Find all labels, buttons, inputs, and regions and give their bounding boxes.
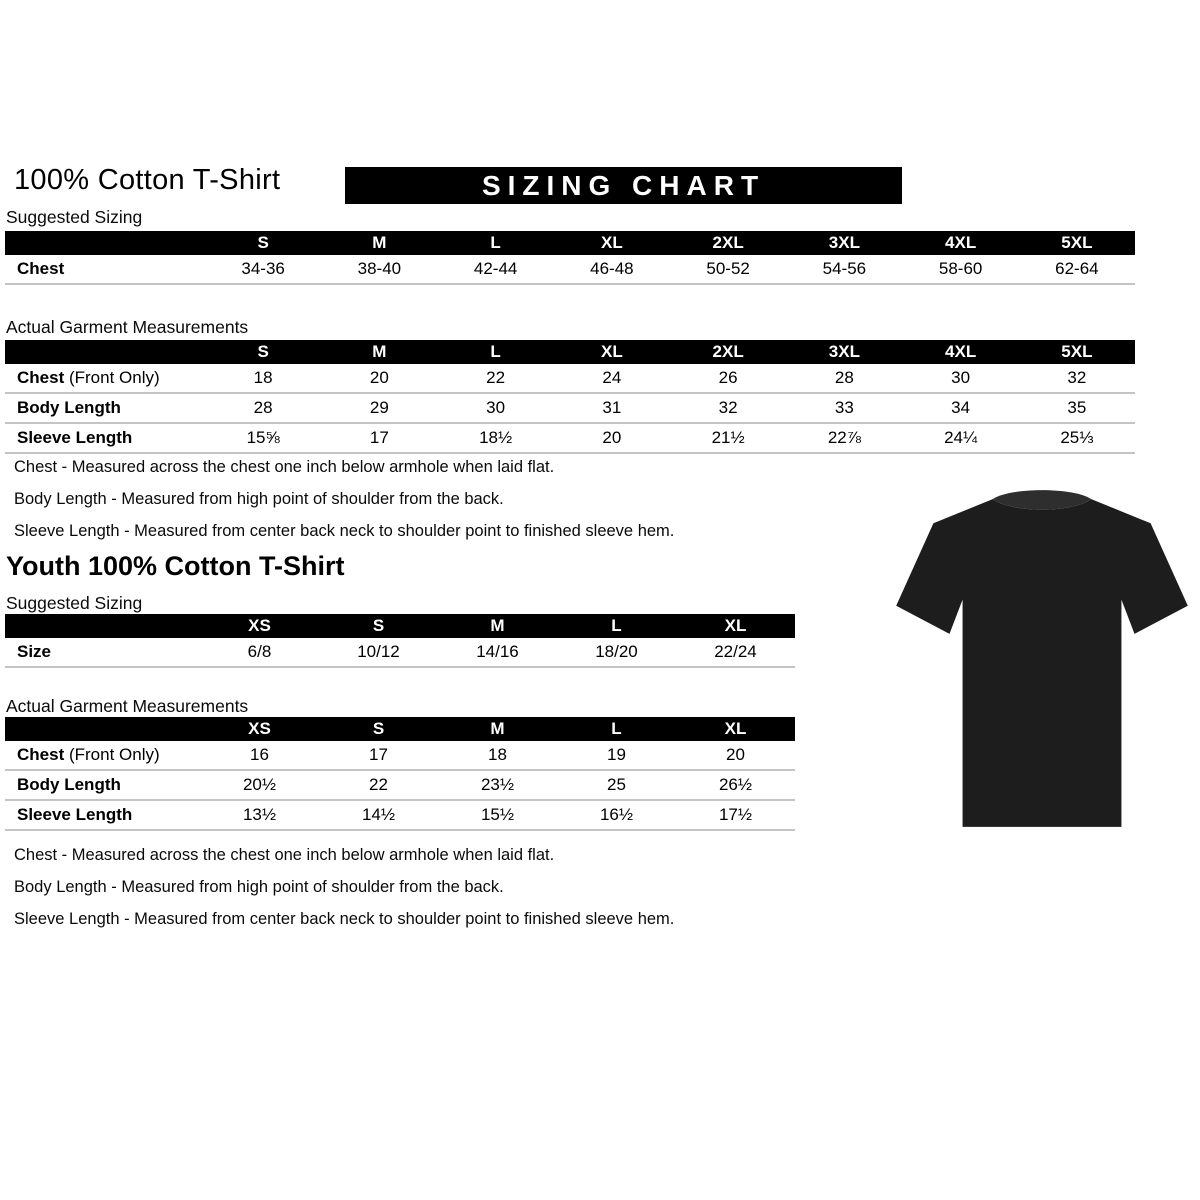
note-chest: Chest - Measured across the chest one inch below armhole when laid flat. [14, 846, 555, 864]
size-column-header: S [372, 616, 385, 635]
size-column-header: 4XL [945, 233, 977, 252]
page-title: 100% Cotton T-Shirt [14, 164, 281, 196]
table-row [5, 801, 795, 831]
measurement-cell: 15½ [480, 805, 515, 824]
adult-suggested-sizing-table [5, 231, 1135, 285]
row-label: Chest [17, 259, 65, 278]
measurement-cell: 58-60 [938, 259, 983, 278]
measurement-cell: 15⅝ [246, 428, 280, 447]
note-sleeve-length: Sleeve Length - Measured from center back neck to shoulder point to finished sleeve hem. [14, 522, 675, 540]
measurement-cell: 24 [602, 368, 622, 387]
measurement-cell: 21½ [711, 428, 745, 447]
size-column-header: XL [601, 233, 623, 252]
table-header-row [5, 231, 1135, 255]
table-row [5, 638, 795, 668]
measurement-cell: 22⅞ [827, 428, 861, 447]
measurement-cell: 50-52 [706, 259, 750, 278]
measurement-cell: 25⅓ [1060, 428, 1094, 447]
measurement-cell: 6/8 [247, 642, 272, 661]
measurement-cell: 42-44 [473, 259, 518, 278]
size-column-header: XL [601, 342, 623, 361]
note-chest: Chest - Measured across the chest one inch below armhole when laid flat. [14, 458, 555, 476]
row-label: Chest (Front Only) [17, 368, 160, 387]
size-column-header: 3XL [828, 342, 860, 361]
measurement-cell: 18 [488, 745, 507, 764]
measurement-cell: 28 [253, 398, 273, 417]
measurement-cell: 33 [834, 398, 854, 417]
size-column-header: 5XL [1061, 342, 1093, 361]
row-label: Sleeve Length [17, 805, 133, 824]
measurement-cell: 31 [602, 398, 622, 417]
measurement-cell: 20 [602, 428, 622, 447]
measurement-cell: 18 [253, 368, 273, 387]
youth-actual-measurements-table [5, 717, 795, 831]
measurement-cell: 17 [369, 745, 388, 764]
size-column-header: S [257, 233, 269, 252]
size-column-header: M [490, 719, 505, 738]
measurement-cell: 20½ [242, 775, 277, 794]
measurement-cell: 22 [486, 368, 506, 387]
measurement-cell: 18½ [479, 428, 513, 447]
table-row [5, 741, 795, 771]
measurement-cell: 17½ [718, 805, 753, 824]
size-column-header: M [372, 342, 387, 361]
measurement-cell: 20 [369, 368, 389, 387]
sizing-chart-banner: SIZING CHART [345, 167, 902, 204]
measurement-cell: 14½ [361, 805, 396, 824]
measurement-cell: 20 [726, 745, 745, 764]
measurement-cell: 32 [718, 398, 738, 417]
measurement-cell: 28 [834, 368, 854, 387]
measurement-cell: 30 [486, 398, 506, 417]
youth-section-title: Youth 100% Cotton T-Shirt [6, 551, 345, 581]
size-column-header: L [611, 719, 622, 738]
measurement-cell: 26½ [718, 775, 753, 794]
table-header-row [5, 614, 795, 638]
measurement-cell: 24¼ [944, 428, 978, 447]
size-column-header: S [257, 342, 269, 361]
row-label: Size [17, 642, 52, 661]
measurement-cell: 23½ [480, 775, 515, 794]
measurement-cell: 62-64 [1055, 259, 1099, 278]
table-row [5, 424, 1135, 454]
size-column-header: XL [724, 719, 747, 738]
table-row [5, 394, 1135, 424]
measurement-cell: 29 [369, 398, 389, 417]
size-column-header: XS [248, 719, 271, 738]
youth-suggested-sizing-table [5, 614, 795, 668]
measurement-cell: 34 [951, 398, 971, 417]
table-row [5, 255, 1135, 285]
tshirt-image [893, 477, 1191, 841]
measurement-cell: 25 [607, 775, 626, 794]
measurement-cell: 22 [369, 775, 388, 794]
size-column-header: M [490, 616, 505, 635]
measurement-cell: 18/20 [595, 642, 638, 661]
measurement-cell: 13½ [242, 805, 277, 824]
adult-suggested-sizing-label: Suggested Sizing [6, 207, 143, 227]
measurement-cell: 54-56 [822, 259, 867, 278]
measurement-cell: 16 [250, 745, 269, 764]
measurement-cell: 30 [951, 368, 971, 387]
size-column-header: L [490, 342, 501, 361]
size-column-header: 4XL [945, 342, 977, 361]
tshirt-graphic [893, 477, 1191, 841]
row-label: Body Length [17, 398, 121, 417]
table-row [5, 364, 1135, 394]
measurement-cell: 17 [369, 428, 389, 447]
table-row [5, 771, 795, 801]
measurement-cell: 14/16 [476, 642, 519, 661]
measurement-cell: 34-36 [241, 259, 285, 278]
size-column-header: 2XL [712, 342, 744, 361]
measurement-cell: 38-40 [357, 259, 402, 278]
size-column-header: M [372, 233, 387, 252]
note-sleeve-length: Sleeve Length - Measured from center back neck to shoulder point to finished sleeve hem. [14, 910, 675, 928]
tshirt-body [896, 499, 1188, 827]
measurement-cell: 35 [1067, 398, 1087, 417]
size-column-header: 5XL [1061, 233, 1093, 252]
measurement-cell: 26 [718, 368, 738, 387]
adult-actual-measurements-table [5, 340, 1135, 454]
size-column-header: XL [724, 616, 747, 635]
size-column-header: L [611, 616, 622, 635]
adult-measurement-notes [14, 458, 874, 554]
table-header-row [5, 717, 795, 741]
measurement-cell: 19 [607, 745, 626, 764]
row-label: Chest (Front Only) [17, 745, 160, 764]
size-column-header: S [372, 719, 385, 738]
size-column-header: 3XL [828, 233, 860, 252]
youth-suggested-sizing-label: Suggested Sizing [6, 593, 143, 613]
row-label: Body Length [17, 775, 121, 794]
measurement-cell: 22/24 [714, 642, 757, 661]
row-label: Sleeve Length [17, 428, 133, 447]
measurement-cell: 46-48 [590, 259, 634, 278]
measurement-cell: 10/12 [357, 642, 400, 661]
size-column-header: L [490, 233, 501, 252]
note-body-length: Body Length - Measured from high point of shoulder from the back. [14, 878, 504, 896]
youth-measurement-notes [14, 846, 874, 942]
size-column-header: XS [248, 616, 271, 635]
size-column-header: 2XL [712, 233, 744, 252]
youth-actual-measurements-label: Actual Garment Measurements [6, 696, 249, 716]
adult-actual-measurements-label: Actual Garment Measurements [6, 317, 249, 337]
measurement-cell: 32 [1067, 368, 1087, 387]
note-body-length: Body Length - Measured from high point of shoulder from the back. [14, 490, 504, 508]
table-header-row [5, 340, 1135, 364]
measurement-cell: 16½ [599, 805, 634, 824]
